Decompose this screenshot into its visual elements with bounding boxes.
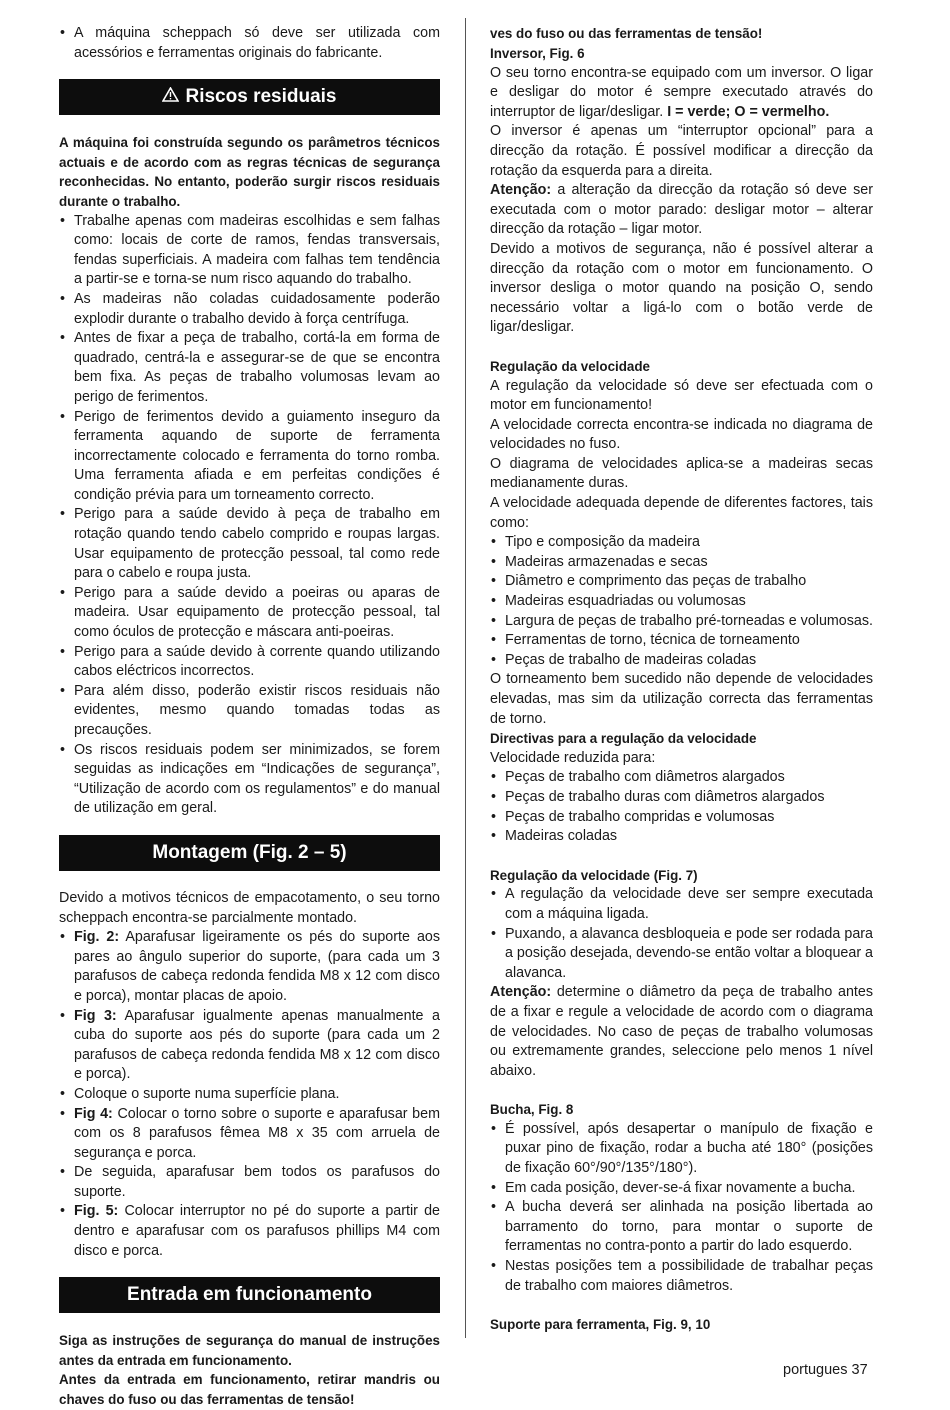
list-item: • Antes de fixar a peça de trabalho, cortá-la em forma de quadrado, centrá-la e assegurar-se de que se encontra bem fixa. As peças de trabalho volumosas levam ao perigo de ferimentos. [59, 329, 440, 407]
left-column [59, 24, 440, 1410]
list-item: • Diâmetro e comprimento das peças de trabalho [490, 572, 873, 592]
reduced-speed-list [490, 768, 873, 846]
list-item [59, 1007, 440, 1085]
list-item: • Peças de trabalho de madeiras coladas [490, 651, 873, 671]
subheading: Suporte para ferramenta, Fig. 9, 10 [490, 1317, 711, 1333]
continuation-block [490, 24, 873, 44]
paragraph: Velocidade reduzida para: [490, 749, 656, 766]
warning-triangle-icon [162, 79, 179, 115]
risks-list [59, 212, 440, 819]
paragraph: A regulação da velocidade só deve ser efectuada com o motor em funcionamento! [490, 377, 873, 414]
subheading: Regulação da velocidade [490, 358, 651, 374]
item-text: De seguida, aparafusar bem todos os parafusos do suporte. [74, 1164, 440, 1200]
list-item: • Peças de trabalho duras com diâmetros alargados [490, 788, 873, 808]
startup-instruction: Siga as instruções de segurança do manual de instruções antes da entrada em funcionamento. [59, 1333, 440, 1368]
section-intro: A máquina foi construída segundo os parâmetros técnicos actuais e de acordo com as regras técnicas de segurança reconhecidas. No entanto, poderão surgir riscos residuais durante o trabalho. [59, 135, 440, 209]
list-item: • Perigo para a saúde devido à corrente quando utilizando cabos eléctricos incorrectos. [59, 643, 440, 682]
list-item: • Ferramentas de torno, técnica de torneamento [490, 631, 873, 651]
item-text: Aparafusar igualmente apenas manualmente a cuba do suporte aos pés do suporte (para cada um 2 parafusos de cabeça redonda fendida M8 x 12 com disco e porca). [74, 1007, 440, 1083]
list-item: • Os riscos residuais podem ser minimizados, se forem seguidas as indicações em “Indicações de segurança”, “Utilização de acordo com os regulamentos” e do manual de utilização em geral. [59, 741, 440, 819]
paragraph: A velocidade adequada depende de diferentes factores, tais como: [490, 495, 873, 531]
paragraph: Atenção: a alteração da direcção da rotação só deve ser executada com o motor parado: desligar motor – alterar direcção da rotação – ligar motor. [490, 182, 873, 238]
list-item: • Perigo de ferimentos devido a guiamento inseguro da ferramenta aquando de suporte de ferramenta incorrectamente colocado e ferramenta do torno romba. Uma ferramenta afiada e em perfeitas condições é condição prévia para um torneamento correcto. [59, 408, 440, 506]
subheading: Directivas para a regulação da velocidade [490, 731, 757, 747]
list-item [59, 1163, 440, 1202]
continued-text: ves do fuso ou das ferramentas de tensão! [490, 26, 763, 41]
list-item [59, 1105, 440, 1164]
right-column [490, 44, 873, 1335]
list-item: • Em cada posição, dever-se-á fixar novamente a bucha. [490, 1179, 873, 1199]
list-item: • Madeiras armazenadas e secas [490, 553, 873, 573]
list-item: • Nestas posições tem a possibilidade de trabalhar peças de trabalho com maiores diâmetros. [490, 1257, 873, 1296]
section-title: Entrada em funcionamento [127, 1284, 372, 1306]
list-item: • Largura de peças de trabalho pré-torneadas e volumosas. [490, 612, 873, 632]
paragraph: Devido a motivos de segurança, não é possível alterar a direcção da rotação com o motor em funcionamento. O inversor desliga o motor quando na posição O, sendo necessário voltar a ligá-lo com o botão verde de ligar/desligar. [490, 240, 873, 336]
list-item: • Peças de trabalho com diâmetros alargados [490, 768, 873, 788]
list-item: • Perigo para a saúde devido à peça de trabalho em rotação quando tendo cabelo comprido e roupas largas. Usar equipamento de protecção pessoal, tal como rede para o cabelo e roupa justa. [59, 505, 440, 583]
list-item: • As madeiras não coladas cuidadosamente poderão explodir durante o trabalho devido à força centrífuga. [59, 290, 440, 329]
subheading: Bucha, Fig. 8 [490, 1102, 574, 1118]
list-item [59, 1202, 440, 1261]
item-text: Coloque o suporte numa superfície plana. [74, 1085, 340, 1102]
subheading: Inversor, Fig. 6 [490, 46, 585, 61]
list-item: • A bucha deverá ser alinhada na posição libertada ao barramento do torno, para montar o suporte de ferramentas no contra-ponto a partir do lado esquerdo. [490, 1198, 873, 1257]
speed-adjust-list [490, 885, 873, 983]
fig-label: Fig 4: [74, 1105, 113, 1122]
list-item: • Perigo para a saúde devido a poeiras ou aparas de madeira. Usar equipamento de protecção pessoal, tal como óculos de protecção e máscara anti-poeiras. [59, 584, 440, 643]
fig-label: Fig 3: [74, 1007, 117, 1024]
section-header-entrada [59, 1277, 440, 1313]
item-text: Colocar interruptor no pé do suporte a partir de dentro e aparafusar com os parafusos phillips M4 com disco e porca. [74, 1203, 440, 1259]
paragraph: A velocidade correcta encontra-se indicada no diagrama de velocidades no fuso. [490, 416, 873, 453]
list-item: • Trabalhe apenas com madeiras escolhidas e sem falhas como: locais de corte de ramos, fendas transversais, fendas superficiais. A madeira com falhas tem tendência a partir-se e torna-se num risco aquando do trabalho. [59, 212, 440, 290]
list-item: • Peças de trabalho compridas e volumosas [490, 808, 873, 828]
list-item: • Madeiras esquadriadas ou volumosas [490, 592, 873, 612]
column-divider [465, 18, 466, 1338]
paragraph: O seu torno encontra-se equipado com um inversor. O ligar e desligar do motor é sempre executado através do interruptor de ligar/desligar. I = verde; O = vermelho. [490, 64, 873, 120]
list-item: • A regulação da velocidade deve ser sempre executada com a máquina ligada. [490, 885, 873, 924]
intro-list [59, 24, 440, 63]
paragraph: O torneamento bem sucedido não depende de velocidades elevadas, mas sim da utilização correcta das ferramentas de torno. [490, 671, 873, 727]
list-item [59, 928, 440, 1006]
list-item: • Madeiras coladas [490, 827, 873, 847]
section-title: Montagem (Fig. 2 – 5) [152, 841, 347, 863]
speed-factors-list [490, 533, 873, 670]
section-header-riscos [59, 79, 440, 115]
section-header-montagem [59, 835, 440, 871]
chuck-list [490, 1120, 873, 1296]
list-item: • Para além disso, poderão existir riscos residuais não evidentes, mesmo quando tomadas todas as precauções. [59, 682, 440, 741]
item-text: Colocar o torno sobre o suporte e aparafusar bem com os 8 parafusos fêmea M8 x 35 com arruela de segurança e porca. [74, 1105, 440, 1161]
page-footer: portugues 37 [783, 1362, 868, 1378]
paragraph: O inversor é apenas um “interruptor opcional” para a direcção da rotação. É possível modificar a direcção da rotação da esquerda para a direita. [490, 123, 873, 179]
section-title: Riscos residuais [185, 86, 337, 108]
list-item [59, 1085, 440, 1105]
list-item: • É possível, após desapertar o manípulo de fixação e puxar pino de fixação, rodar a bucha até 180° (posições de fixação 60°/90°/135°/180°). [490, 1120, 873, 1179]
item-text: Aparafusar ligeiramente os pés do suporte aos pares ao ângulo superior do suporte, (para cada um 3 parafusos de cabeça redonda fendida M8 x 12 com disco e porca), montar placas de apoio. [74, 929, 440, 1004]
subheading: Regulação da velocidade (Fig. 7) [490, 867, 698, 883]
list-item: • Puxando, a alavanca desbloqueia e pode ser rodada para a posição desejada, devendo-se então voltar a bloquear a alavanca. [490, 925, 873, 984]
fig-label: Fig. 5: [74, 1203, 119, 1220]
startup-warning: Antes da entrada em funcionamento, retirar mandris ou chaves do fuso ou das ferramentas de tensão! [59, 1372, 440, 1408]
paragraph: O diagrama de velocidades aplica-se a madeiras secas medianamente duras. [490, 455, 873, 492]
paragraph: Atenção: determine o diâmetro da peça de trabalho antes de a fixar e regule a velocidade de acordo com o diagrama de velocidades. No caso de peças de trabalho volumosas ou extremamente grandes, seleccione pelo menos 1 nível abaixo. [490, 984, 873, 1079]
list-item: • A máquina scheppach só deve ser utilizada com acessórios e ferramentas originais do fabricante. [59, 24, 440, 63]
fig-label: Fig. 2: [74, 929, 120, 946]
list-item: • Tipo e composição da madeira [490, 533, 873, 553]
section-intro: Devido a motivos técnicos de empacotamento, o seu torno scheppach encontra-se parcialmente montado. [59, 889, 440, 926]
assembly-list [59, 928, 440, 1261]
